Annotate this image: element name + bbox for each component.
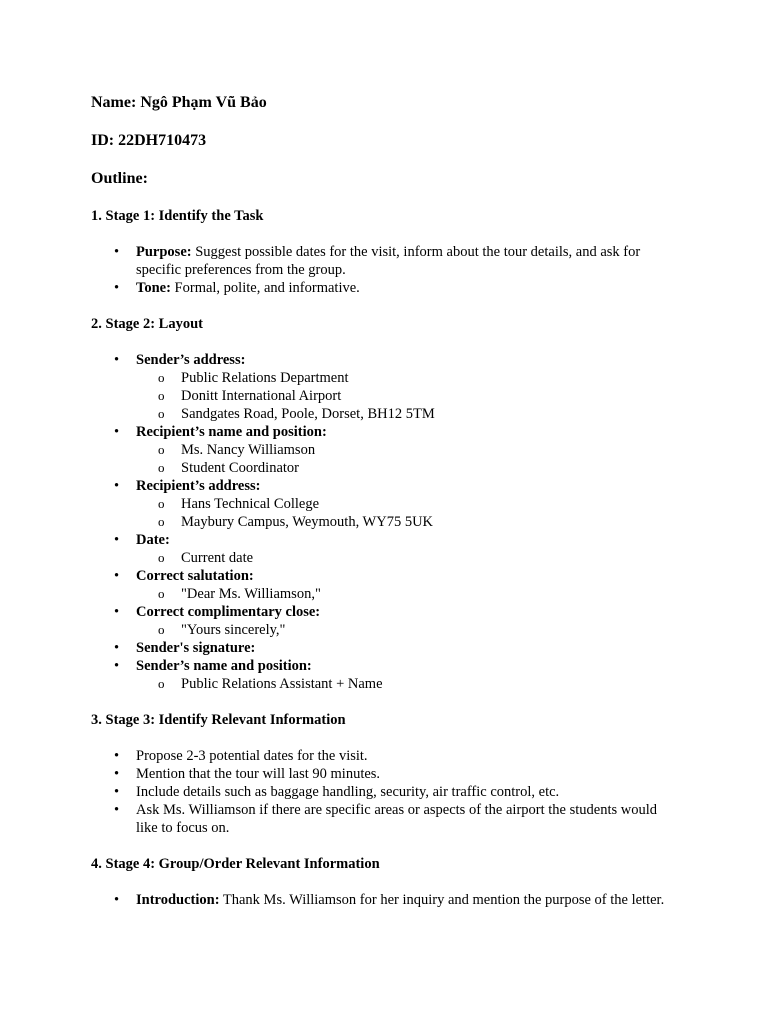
item-text: Mention that the tour will last 90 minutes. [136,766,381,782]
list-item [91,639,678,657]
circle-bullet-icon: o [158,370,165,385]
item-label: Recipient’s address: [136,478,261,494]
circle-bullet-icon: o [158,514,165,529]
bullet-list [91,243,678,297]
sub-list [136,549,678,567]
item-label: Sender's signature: [136,640,256,656]
list-item [91,765,678,783]
item-text: Include details such as baggage handling, security, air traffic control, etc. [136,784,560,800]
bullet-icon: • [114,640,120,656]
item-text: Formal, polite, and informative. [170,280,360,296]
item-label: Recipient’s name and position: [136,424,327,440]
circle-bullet-icon: o [158,676,165,691]
item-label: Tone: [136,280,171,296]
sub-item-text: "Yours sincerely," [181,622,286,638]
list-item [91,531,678,567]
list-item [91,603,678,639]
bullet-list [91,747,678,837]
bullet-icon: • [114,658,120,674]
list-item [91,891,678,909]
sub-list [136,585,678,603]
item-text: Propose 2-3 potential dates for the visit. [136,748,368,764]
student-id: ID: 22DH710473 [91,132,207,149]
list-item [91,783,678,801]
bullet-icon: • [114,766,120,782]
student-name: Name: Ngô Phạm Vũ Bảo [91,94,267,111]
sub-item-text: "Dear Ms. Williamson," [181,586,321,602]
sub-list-item [136,549,678,567]
sub-item-text: Hans Technical College [181,496,320,512]
bullet-icon: • [114,802,120,818]
sub-list-item [136,675,678,693]
sub-list-item [136,405,678,423]
bullet-icon: • [114,244,120,260]
stage-heading: 2. Stage 2: Layout [91,316,203,332]
outline-heading: Outline: [91,170,148,187]
circle-bullet-icon: o [158,550,165,565]
sub-list-item [136,513,678,531]
sub-list [136,441,678,477]
sub-list [136,621,678,639]
bullet-icon: • [114,604,120,620]
list-item [91,477,678,531]
sub-item-text: Sandgates Road, Poole, Dorset, BH12 5TM [181,406,435,422]
item-label: Purpose: [136,244,192,260]
item-label: Sender’s name and position: [136,658,312,674]
sub-list-item [136,369,678,387]
item-label: Introduction: [136,892,220,908]
sub-list-item [136,495,678,513]
sub-list [136,675,678,693]
circle-bullet-icon: o [158,406,165,421]
bullet-icon: • [114,280,120,296]
bullet-icon: • [114,784,120,800]
stage-heading: 3. Stage 3: Identify Relevant Information [91,712,346,728]
bullet-icon: • [114,532,120,548]
sub-item-text: Current date [181,550,254,566]
circle-bullet-icon: o [158,460,165,475]
bullet-icon: • [114,568,120,584]
item-label: Correct salutation: [136,568,254,584]
bullet-list [91,891,678,909]
item-text: Suggest possible dates for the visit, inform about the tour details, and ask for specific preferences from the group. [136,244,641,278]
item-text: Thank Ms. Williamson for her inquiry and mention the purpose of the letter. [219,892,665,908]
list-item [91,279,678,297]
outline-body [91,207,678,909]
item-label: Correct complimentary close: [136,604,321,620]
list-item [91,351,678,423]
sub-item-text: Student Coordinator [181,460,300,476]
sub-list [136,369,678,423]
list-item [91,747,678,765]
sub-item-text: Maybury Campus, Weymouth, WY75 5UK [181,514,434,530]
bullet-icon: • [114,424,120,440]
sub-list-item [136,387,678,405]
stage-heading: 1. Stage 1: Identify the Task [91,208,264,224]
circle-bullet-icon: o [158,622,165,637]
circle-bullet-icon: o [158,496,165,511]
sub-list-item [136,459,678,477]
item-label: Date: [136,532,170,548]
sub-item-text: Public Relations Assistant + Name [181,676,383,692]
sub-list-item [136,585,678,603]
sub-item-text: Ms. Nancy Williamson [181,442,316,458]
list-item [91,657,678,693]
list-item [91,801,678,837]
list-item [91,567,678,603]
list-item [91,423,678,477]
circle-bullet-icon: o [158,442,165,457]
circle-bullet-icon: o [158,586,165,601]
bullet-icon: • [114,892,120,908]
bullet-icon: • [114,748,120,764]
bullet-icon: • [114,352,120,368]
list-item [91,243,678,279]
item-text: Ask Ms. Williamson if there are specific areas or aspects of the airport the students would like to focus on. [136,802,658,836]
item-label: Sender’s address: [136,352,246,368]
sub-list [136,495,678,531]
stage-heading: 4. Stage 4: Group/Order Relevant Information [91,856,380,872]
sub-list-item [136,621,678,639]
circle-bullet-icon: o [158,388,165,403]
bullet-list [91,351,678,693]
sub-item-text: Donitt International Airport [181,388,342,404]
bullet-icon: • [114,478,120,494]
sub-list-item [136,441,678,459]
sub-item-text: Public Relations Department [181,370,349,386]
